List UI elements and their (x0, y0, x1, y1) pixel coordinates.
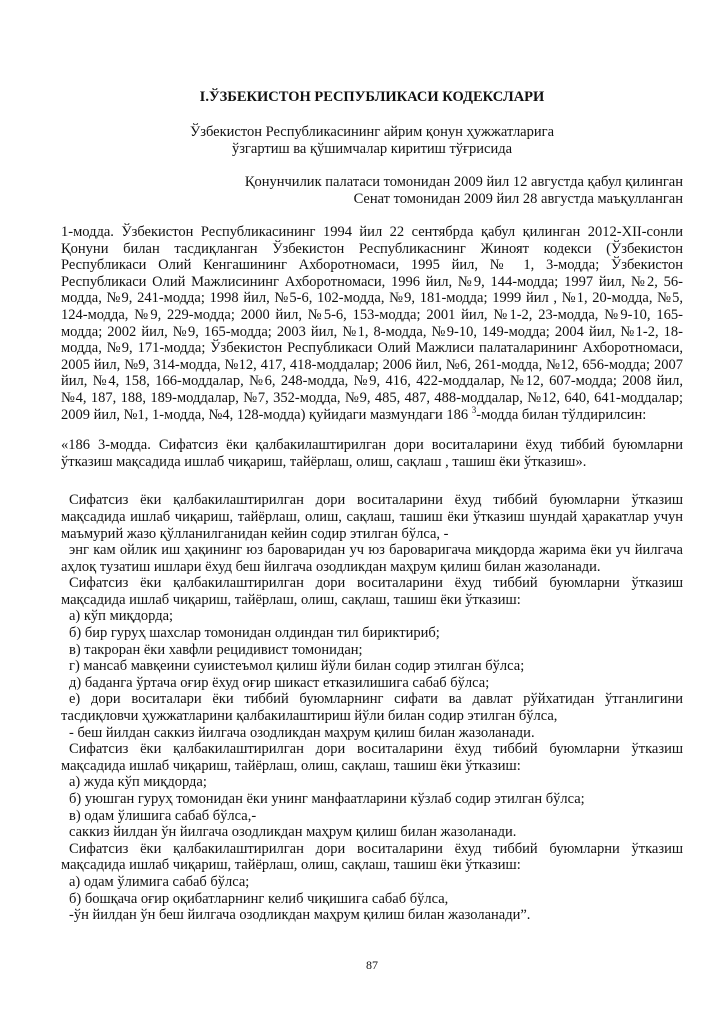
subtitle-line-2: ўзгартиш ва қўшимчалар киритиш тўғрисида (231, 141, 513, 157)
article-1-paragraph (61, 224, 683, 423)
article-1-superscript: 3 (471, 404, 477, 415)
body-line: - беш йилдан саккиз йилгача озодликдан маҳрум қилиш билан жазоланади. (69, 724, 535, 741)
body-line: а) кўп миқдорда; (69, 608, 174, 625)
body-line: б) бошқача оғир оқибатларнинг келиб чиқишига сабаб бўлса, (69, 890, 449, 907)
body-line: г) мансаб мавқеини суиистеъмол қилиш йўли билан содир этилган бўлса; (69, 658, 525, 675)
body-line: Сифатсиз ёки қалбакилаштирилган дори воситаларини ёхуд тиббий буюмларни ўтказиш мақсадида ишлаб чиқариш, тайёрлаш, олиш, сақлаш, ташиш ёки ўтказиш: (61, 575, 683, 608)
spacer (61, 470, 683, 492)
adoption-line-2: Сенат томонидан 2009 йил 28 августда маъқулланган (353, 191, 683, 207)
body-line: е) дори воситалари ёки тиббий буюмларнинг сифати ва давлат рўйхатидан ўтганлигини тасдиқловчи ҳужжатларини қалбакилаштириш йўли билан содир этилган бўлса, (61, 691, 683, 725)
subtitle-line-1: Ўзбекистон Республикасининг айрим қонун ҳужжатларига (189, 124, 555, 140)
body-line: д) баданга ўртача оғир ёхуд оғир шикаст етказилишига сабаб бўлса; (69, 674, 490, 691)
spacer (61, 423, 683, 437)
body-line: б) бир гуруҳ шахслар томонидан олдиндан тил бириктириб; (69, 625, 440, 642)
adoption-info (245, 174, 683, 208)
article-1-tail: -модда билан тўлдирилсин: (476, 406, 647, 423)
page-number: 87 (366, 958, 378, 972)
new-article-heading: «186 3-модда. Сифатсиз ёки қалбакилаштирилган дори воситаларини ёхуд тиббий буюмларни ўтказиш мақсадида ишлаб чиқариш, тайёрлаш, олиш, сақлаш , ташиш ёки ўтказиш». (61, 437, 683, 470)
section-title: I.ЎЗБЕКИСТОН РЕСПУБЛИКАСИ КОДЕКСЛАРИ (199, 89, 545, 105)
body-line: а) одам ўлимига сабаб бўлса; (69, 873, 250, 890)
body-line: энг кам ойлик иш ҳақининг юз бароваридан уч юз бароваригача миқдорда жарима ёки уч йилгача аҳлоқ тузатиш ишлари ёхуд беш йилгача озодликдан маҳрум қилиш билан жазоланади. (61, 542, 683, 575)
body-line: Сифатсиз ёки қалбакилаштирилган дори воситаларини ёхуд тиббий буюмларни ўтказиш мақсадида ишлаб чиқариш, тайёрлаш, олиш, сақлаш, ташиш ёки ўтказиш: (61, 741, 683, 774)
article-1-text: 1-модда. Ўзбекистон Республикасининг 1994 йил 22 сентябрда қабул қилинган 2012-XII-сонли Қонуни билан тасдиқланган Ўзбекистон Республикаснинг Жиноят кодекси (Ўзбекистон Республикаси Олий Кенгашининг Ахборотномаси, 1995 йил, № 1, 3-модда; Ўзбекистон Республикаси Олий Мажлисининг Ахборотномаси, 1996 йил, №9, 144-модда; 1997 йил, №2, 56-модда, №9, 241-модда; 1998 йил, №5-6, 102-модда, №9, 181-модда; 1999 йил , №1, 20-модда, №5, 124-модда, №9, 229-модда; 2000 йил, №5-6, 153-модда; 2001 йил, №1-2, 23-модда, №9-10, 165-модда; 2002 йил, №9, 165-модда; 2003 йил, №1, 8-модда, №9-10, 149-модда; 2004 йил, №1-2, 18-модда, №9, 171-модда; Ўзбекистон Республикаси Олий Мажлиси палаталарининг Ахборотномаси, 2005 йил, №9, 314-модда, №12, 417, 418-моддалар; 2006 йил, №6, 261-модда, №12, 656-модда; 2007 йил, №4, 158, 166-моддалар, №6, 248-модда, №9, 416, 422-моддалар, №12, 607-модда; 2008 йил, №4, 187, 188, 189-моддалар, №7, 352-модда, №9, 485, 487, 488-моддалар, №12, 640, 641-моддалар; 2009 йил, №1, 1-модда, №4, 128-модда) қуйидаги мазмундаги 186 (61, 224, 683, 423)
body-line: в) одам ўлишига сабаб бўлса,- (69, 807, 257, 824)
document-body (61, 224, 683, 924)
body-line: саккиз йилдан ўн йилгача озодликдан маҳрум қилиш билан жазоланади. (69, 824, 517, 841)
law-subtitle (61, 124, 683, 158)
body-line: Сифатсиз ёки қалбакилаштирилган дори воситаларини ёхуд тиббий буюмларни ўтказиш мақсадида ишлаб чиқариш, тайёрлаш, олиш, сақлаш, ташиш ёки ўтказиш: (61, 840, 683, 874)
body-line: Сифатсиз ёки қалбакилаштирилган дори воситаларини ёхуд тиббий буюмларни ўтказиш мақсадида ишлаб чиқариш, тайёрлаш, олиш, сақлаш, ташиш ёки ўтказиш шундай ҳаракатлар учун маъмурий жазо қўлланилганидан кейин содир этилган бўлса, - (61, 492, 683, 542)
body-line: б) уюшган гуруҳ томонидан ёки унинг манфаатларини кўзлаб содир этилган бўлса; (69, 791, 585, 807)
body-line: в) такроран ёки хавфли рецидивист томонидан; (69, 641, 363, 658)
article-lines (61, 492, 683, 923)
body-line: -ўн йилдан ўн беш йилгача озодликдан маҳрум қилиш билан жазоланади”. (69, 907, 531, 924)
body-line: а) жуда кўп миқдорда; (69, 774, 207, 791)
adoption-line-1: Қонунчилик палатаси томонидан 2009 йил 12 августда қабул қилинган (244, 174, 683, 190)
